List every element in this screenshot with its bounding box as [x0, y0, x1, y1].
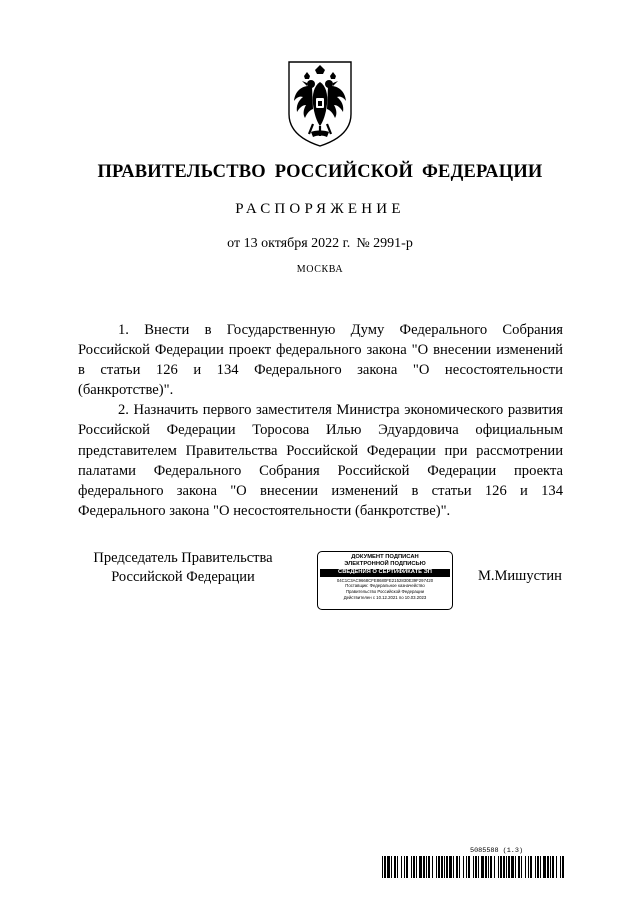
electronic-signature-stamp	[317, 551, 453, 610]
paragraph-1: 1. Внести в Государственную Думу Федерального Собрания Российской Федерации проект федерального закона "О внесении изменений в статьи 126 и 134 Федерального закона "О несостоятельности (банкротстве)".	[78, 322, 563, 399]
document-body	[78, 320, 563, 521]
signer-title-line1: Председатель Правительства	[93, 550, 273, 566]
barcode-icon	[382, 856, 564, 878]
stamp-line-signed: ДОКУМЕНТ ПОДПИСАН	[351, 554, 419, 560]
document-kind: РАСПОРЯЖЕНИЕ	[235, 201, 405, 217]
city: МОСКВА	[296, 264, 344, 275]
barcode-number: 5085588 (1.3)	[470, 847, 524, 855]
stamp-owner: Правительство Российской Федерации	[345, 589, 425, 595]
document-number: № 2991-р	[356, 236, 413, 251]
stamp-validity: Действителен с 10.12.2021 по 10.03.2023	[343, 594, 427, 600]
signer-name: М.Мишустин	[478, 568, 562, 584]
russian-coat-of-arms-icon	[285, 60, 355, 148]
date-number-line	[0, 236, 640, 252]
stamp-certificate-header: СВЕДЕНИЯ О СЕРТИФИКАТЕ ЭП	[320, 569, 450, 577]
signer-title-line2: Российской Федерации	[111, 569, 255, 585]
government-title: ПРАВИТЕЛЬСТВО РОССИЙСКОЙ ФЕДЕРАЦИИ	[97, 162, 543, 182]
document-date: от 13 октября 2022 г.	[227, 236, 351, 251]
stamp-issuer: Поставщик: Федеральное казначейство	[345, 583, 425, 589]
signer-title	[78, 549, 288, 587]
stamp-line-electronic: ЭЛЕКТРОННОЙ ПОДПИСЬЮ	[344, 561, 426, 567]
paragraph-2: 2. Назначить первого заместителя Министра экономического развития Российской Федерации Торосова Илью Эдуардовича официальным представителем Правительства Российской Федерации при рассмотрении палатами Федерального Собрания Российской Федерации проекта федерального закона "О внесении изменений в статьи 126 и 134 Федерального закона "О несостоятельности (банкротстве)".	[78, 402, 563, 519]
stamp-certificate-number: 04C1C3AC9668CFE8680FE2152830E39F297420	[336, 577, 434, 583]
